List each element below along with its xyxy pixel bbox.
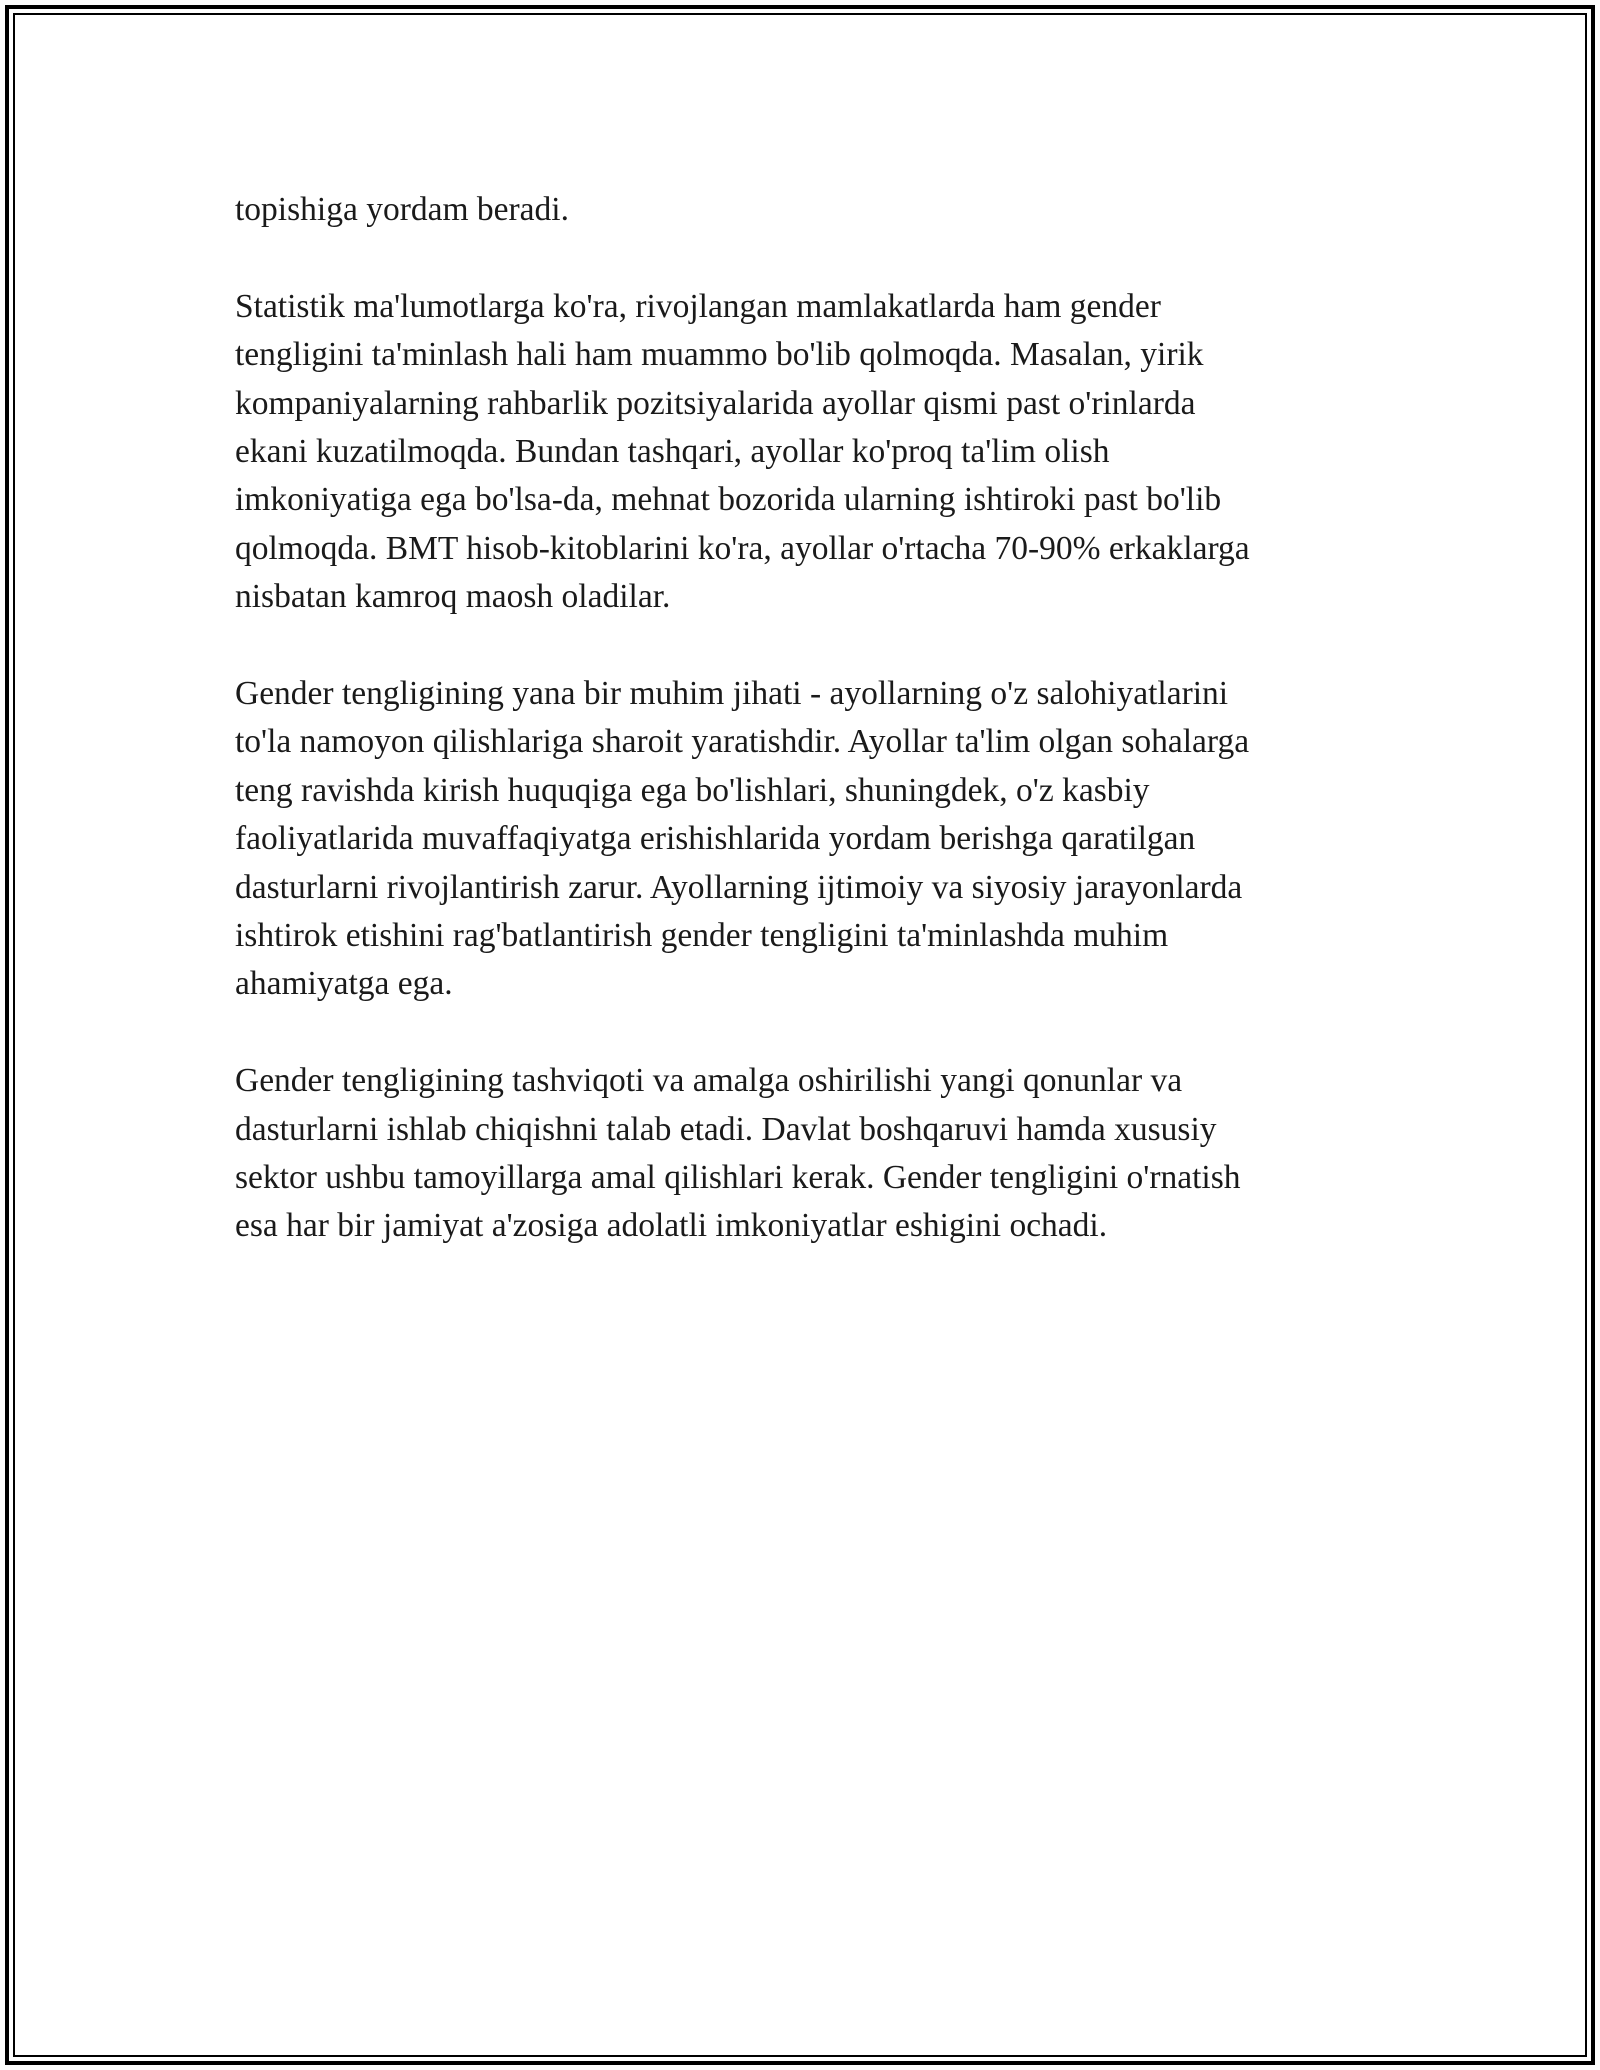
paragraph-1: topishiga yordam beradi. <box>235 191 569 228</box>
paragraph-2: Statistik ma'lumotlarga ko'ra, rivojlangan mamlakatlarda ham gender tengligini ta'minlash hali ham muammo bo'lib qolmoqda. Masalan, yirik kompaniyalarning rahbarlik pozitsiyalarida ayollar qismi past o'rinlarda ekani kuzatilmoqda. Bundan tashqari, ayollar ko'proq ta'lim olish imkoniyatiga ega bo'lsa-da, mehnat bozorida ularning ishtiroki past bo'lib qolmoqda. BMT hisob-kitoblarini ko'ra, ayollar o'rtacha 70-90% erkaklarga nisbatan kamroq maosh oladilar. <box>235 287 1250 616</box>
paragraph-4: Gender tengligining tashviqoti va amalga oshirilishi yangi qonunlar va dasturlarni ishlab chiqishni talab etadi. Davlat boshqaruvi hamda xususiy sektor ushbu tamoyillarga amal qilishlari kerak. Gender tengligini o'rnatish esa har bir jamiyat a'zosiga adolatli imkoniyatlar eshigini ochadi. <box>235 1062 1241 1245</box>
document-body <box>235 186 1370 1299</box>
paragraph-3: Gender tengligining yana bir muhim jihati - ayollarning o'z salohiyatlarini to'la namoyon qilishlariga sharoit yaratishdir. Ayollar ta'lim olgan sohalarga teng ravishda kirish huquqiga ega bo'lishlari, shuningdek, o'z kasbiy faoliyatlarida muvaffaqiyatga erishishlarida yordam berishga qaratilgan dasturlarni rivojlantirish zarur. Ayollarning ijtimoiy va siyosiy jarayonlarda ishtirok etishini rag'batlantirish gender tengligini ta'minlashda muhim ahamiyatga ega. <box>235 675 1250 1003</box>
